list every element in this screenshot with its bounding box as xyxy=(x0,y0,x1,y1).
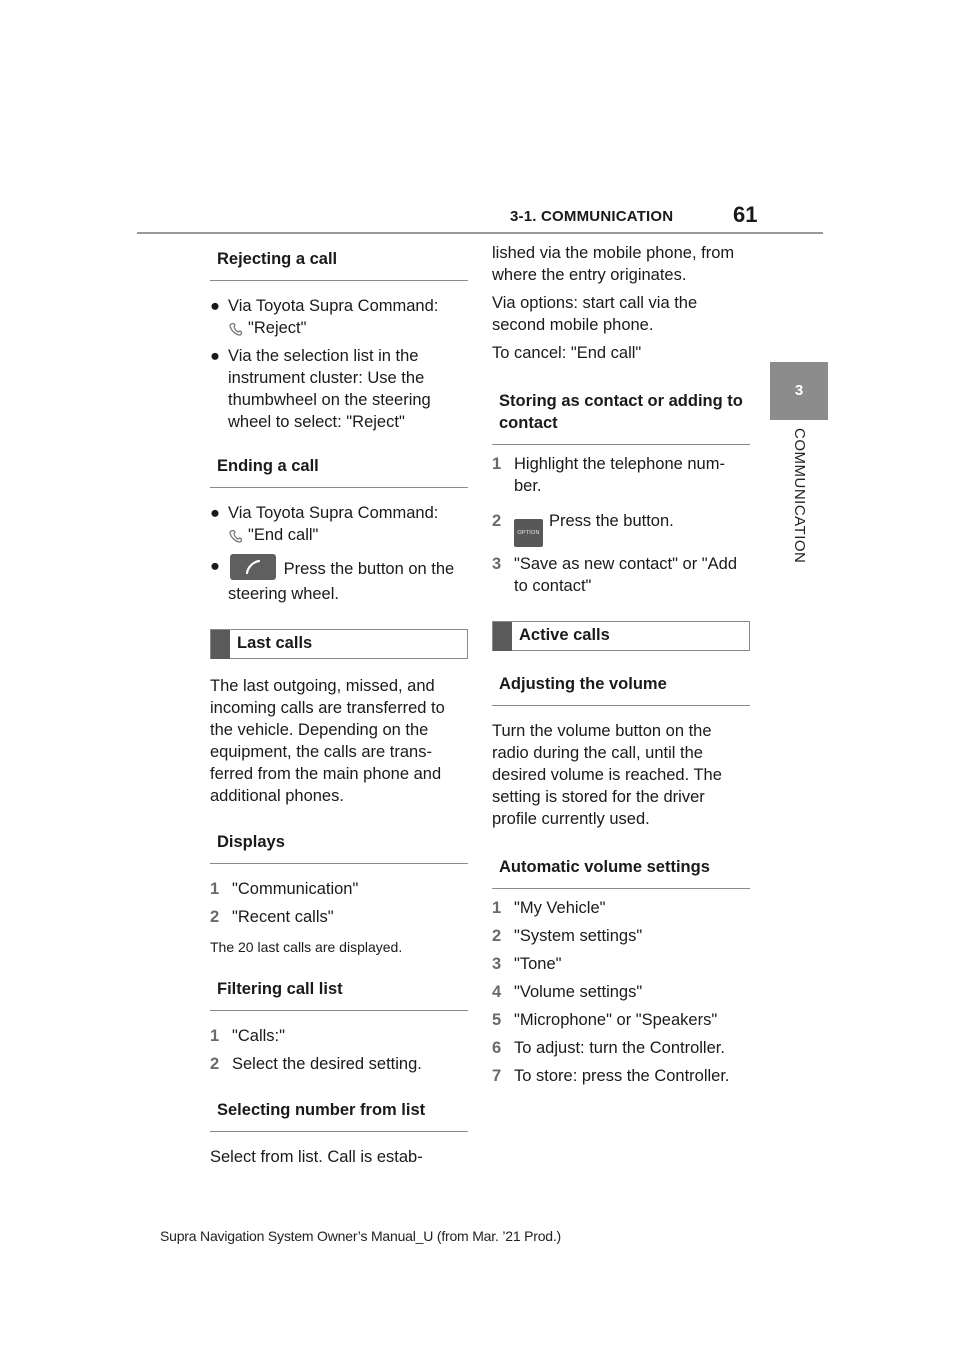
option-button-icon: OPTION xyxy=(514,519,543,547)
step-item xyxy=(492,507,750,547)
step-number: 1 xyxy=(210,880,220,898)
bullet-icon: ● xyxy=(210,297,220,315)
step-text: "Recent calls" xyxy=(232,908,334,926)
step-number: 4 xyxy=(492,983,502,1001)
step-number: 1 xyxy=(492,455,502,473)
step-text: "My Vehicle" xyxy=(514,899,606,917)
body-text: Turn the volume button on the radio during the call, until the desired volume is reached. The setting is stored for the driver profile currently used. xyxy=(492,722,722,828)
step-text: "Save as new contact" or "Add to contact" xyxy=(514,555,738,595)
list-item xyxy=(210,502,468,546)
step-number: 7 xyxy=(492,1067,502,1085)
body-text: The last outgoing, missed, and incoming calls are transferred to the vehicle. Depending on the equipment, the calls are trans-ferred from the main phone and additional phones. xyxy=(210,677,445,805)
command-value: "End call" xyxy=(248,526,319,544)
list-text: Via Toyota Supra Command: xyxy=(228,297,439,315)
step-list xyxy=(492,897,750,1087)
note-text: The 20 last calls are displayed. xyxy=(210,939,403,955)
list-text: Via the selection list in the instrument cluster: Use the thumbwheel on the steering wheel to select: "Reject" xyxy=(228,347,431,431)
chapter-label xyxy=(788,428,810,588)
step-item xyxy=(210,1053,468,1075)
box-heading-text: Last calls xyxy=(237,634,313,652)
command-value: "Reject" xyxy=(248,319,307,337)
step-text: To adjust: turn the Controller. xyxy=(514,1039,725,1057)
heading-selecting-number: Selecting number from list xyxy=(210,1099,468,1132)
step-item xyxy=(210,906,468,928)
page-number: 61 xyxy=(733,202,758,227)
step-text: "Tone" xyxy=(514,955,562,973)
step-number: 2 xyxy=(210,1055,220,1073)
steering-phone-button-icon xyxy=(230,554,276,580)
step-text: To store: press the Controller. xyxy=(514,1067,730,1085)
step-number: 1 xyxy=(210,1027,220,1045)
body-text: Select from list. Call is estab- xyxy=(210,1148,423,1166)
step-item xyxy=(492,1065,750,1087)
step-item xyxy=(492,897,750,919)
step-text: "System settings" xyxy=(514,927,643,945)
step-text: "Communication" xyxy=(232,880,359,898)
step-item xyxy=(492,453,750,497)
box-heading-active-calls xyxy=(492,621,750,651)
body-text: lished via the mobile phone, from where the entry originates. xyxy=(492,244,735,284)
header-rule xyxy=(137,232,823,234)
step-number: 5 xyxy=(492,1011,502,1029)
step-text: Select the desired setting. xyxy=(232,1055,422,1073)
step-text xyxy=(514,507,750,547)
step-item xyxy=(210,878,468,900)
chapter-label-text: COMMUNICATION xyxy=(791,428,808,564)
box-heading-last-calls xyxy=(210,629,468,659)
phone-reject-icon xyxy=(228,322,244,336)
heading-ending-call: Ending a call xyxy=(210,455,468,488)
phone-end-icon xyxy=(228,529,244,543)
box-heading-text: Active calls xyxy=(519,626,610,644)
bullet-icon: ● xyxy=(210,347,220,365)
list-item xyxy=(210,554,468,607)
heading-filtering: Filtering call list xyxy=(210,978,468,1011)
heading-adjusting-volume: Adjusting the volume xyxy=(492,673,750,706)
left-column xyxy=(210,248,468,1168)
list-item xyxy=(210,345,468,433)
step-number: 3 xyxy=(492,955,502,973)
list-text: Via Toyota Supra Command: xyxy=(228,504,439,522)
step-item xyxy=(492,953,750,975)
box-heading-bar xyxy=(211,630,230,659)
step-text: Highlight the telephone num-ber. xyxy=(514,455,725,495)
step-item xyxy=(492,1009,750,1031)
step-text-inline: Press the button. xyxy=(549,512,674,530)
bullet-icon: ● xyxy=(210,504,220,522)
chapter-tab: 3 xyxy=(770,362,828,420)
step-number: 3 xyxy=(492,555,502,573)
step-number: 2 xyxy=(492,512,502,530)
section-title: 3-1. COMMUNICATION xyxy=(510,208,674,225)
step-item xyxy=(492,925,750,947)
step-number: 6 xyxy=(492,1039,502,1057)
heading-displays: Displays xyxy=(210,831,468,864)
box-heading-bar xyxy=(493,622,512,651)
step-number: 2 xyxy=(210,908,220,926)
heading-storing-contact: Storing as contact or adding to contact xyxy=(492,390,750,445)
list-text xyxy=(228,554,468,607)
step-item xyxy=(210,1025,468,1047)
bullet-icon: ● xyxy=(210,557,220,575)
right-column xyxy=(492,242,750,1093)
step-item xyxy=(492,981,750,1003)
body-text: Via options: start call via the second mobile phone. xyxy=(492,294,698,334)
step-number: 1 xyxy=(492,899,502,917)
list-text-inline: Press the button on the steering wheel. xyxy=(228,560,455,603)
step-number: 2 xyxy=(492,927,502,945)
heading-rejecting-call: Rejecting a call xyxy=(210,248,468,281)
list-item xyxy=(210,295,468,339)
step-item xyxy=(492,553,750,597)
body-text: To cancel: "End call" xyxy=(492,344,642,362)
step-text: "Microphone" or "Speakers" xyxy=(514,1011,718,1029)
list-text xyxy=(228,524,468,546)
step-item xyxy=(492,1037,750,1059)
heading-automatic-volume: Automatic volume settings xyxy=(492,856,750,889)
step-text: "Calls:" xyxy=(232,1027,285,1045)
footer-text: Supra Navigation System Owner’s Manual_U (from Mar. ’21 Prod.) xyxy=(160,1228,562,1244)
list-text xyxy=(228,317,468,339)
step-text: "Volume settings" xyxy=(514,983,643,1001)
